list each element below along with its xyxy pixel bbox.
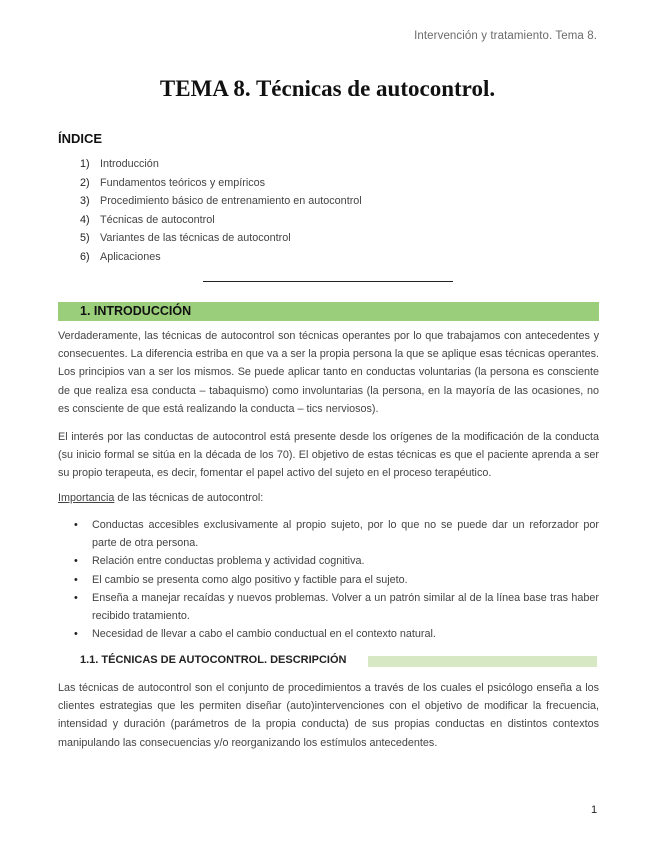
running-header: Intervención y tratamiento. Tema 8. xyxy=(414,30,597,42)
toc-item-label: Técnicas de autocontrol xyxy=(100,213,215,226)
toc-item xyxy=(80,211,362,230)
intro-paragraph-2: El interés por las conductas de autocontrol está presente desde los orígenes de la modificación de la conducta (su inicio formal se sitúa en la década de los 70). El objetivo de estas técnicas es que el paciente aprenda a ser su propio terapeuta, es decir, fomentar el papel activo del sujeto en el proceso terapéutico. xyxy=(58,431,599,480)
toc-item-number: 3) xyxy=(80,195,90,208)
toc-item-label: Variantes de las técnicas de autocontrol xyxy=(100,232,291,245)
bullet-icon: • xyxy=(74,555,78,568)
list-item xyxy=(74,625,599,643)
list-item xyxy=(74,571,599,589)
list-item-text: Enseña a manejar recaídas y nuevos problemas. Volver a un patrón similar al de la línea base tras haber recibido tratamiento. xyxy=(92,591,599,623)
intro-paragraph-1: Verdaderamente, las técnicas de autocontrol son técnicas operantes por lo que trabajamos con antecedentes y consecuentes. La diferencia estriba en que va a ser la propia persona la que se aplique esas técnicas operantes. Los principios van a ser los mismos. Se puede aplicar tanto en conductas voluntarias (la persona es consciente de que realiza esa conducta – tabaquismo) como involuntarias (la persona, en la mayoría de las ocasiones, no es consciente de que está realizando la conducta – tics nerviosos). xyxy=(58,330,599,415)
toc-item-number: 5) xyxy=(80,232,90,245)
list-item-text: Conductas accesibles exclusivamente al propio sujeto, por lo que no se puede dar un reforzador por parte de otra persona. xyxy=(92,519,599,550)
bullet-icon: • xyxy=(74,519,78,531)
list-item xyxy=(74,589,599,625)
importance-line xyxy=(58,492,263,504)
section-heading-bar xyxy=(58,302,599,321)
toc-item-label: Procedimiento básico de entrenamiento en autocontrol xyxy=(100,195,362,208)
toc-item xyxy=(80,192,362,211)
toc-item xyxy=(80,229,362,248)
importance-rest: de las técnicas de autocontrol: xyxy=(114,492,264,504)
subsection-heading-row xyxy=(80,654,599,668)
toc-item xyxy=(80,248,362,267)
list-item-text: Relación entre conductas problema y actividad cognitiva. xyxy=(92,555,365,568)
toc-item-label: Introducción xyxy=(100,158,159,170)
subsection-highlight-bar xyxy=(368,656,597,667)
bullet-icon: • xyxy=(74,591,78,604)
toc-item-number: 6) xyxy=(80,250,90,263)
subsection-paragraph: Las técnicas de autocontrol son el conjunto de procedimientos a través de los cuales el psicólogo enseña a los clientes estrategias que les permiten diseñar (auto)intervenciones con el objetivo de modificar la frecuencia, intensidad y duración (parámetros de la propia conducta) de sus propias conductas en distintos contextos manipulando las consecuencias y/o reorganizando los estímulos antecedentes. xyxy=(58,682,599,749)
toc-heading: ÍNDICE xyxy=(58,131,103,146)
list-item xyxy=(74,516,599,552)
toc-item-number: 1) xyxy=(80,158,90,170)
bullet-icon: • xyxy=(74,628,78,641)
importance-keyword: Importancia xyxy=(58,492,115,504)
toc-item-number: 2) xyxy=(80,176,90,189)
toc-divider xyxy=(203,281,453,282)
toc-item-label: Fundamentos teóricos y empíricos xyxy=(100,176,266,189)
bullet-icon: • xyxy=(74,573,78,586)
subsection-heading: 1.1. TÉCNICAS DE AUTOCONTROL. DESCRIPCIÓN xyxy=(80,654,347,666)
table-of-contents xyxy=(80,155,362,267)
list-item xyxy=(74,552,599,570)
section-heading: 1. INTRODUCCIÓN xyxy=(80,304,192,318)
list-item-text: Necesidad de llevar a cabo el cambio conductual en el contexto natural. xyxy=(92,628,436,641)
toc-item-label: Aplicaciones xyxy=(100,250,161,263)
list-item-text: El cambio se presenta como algo positivo y factible para el sujeto. xyxy=(92,573,408,586)
toc-item xyxy=(80,155,362,174)
toc-item xyxy=(80,174,362,193)
toc-item-number: 4) xyxy=(80,213,90,226)
document-title: TEMA 8. Técnicas de autocontrol. xyxy=(159,76,496,101)
importance-list xyxy=(74,516,599,643)
page-number: 1 xyxy=(591,804,598,816)
